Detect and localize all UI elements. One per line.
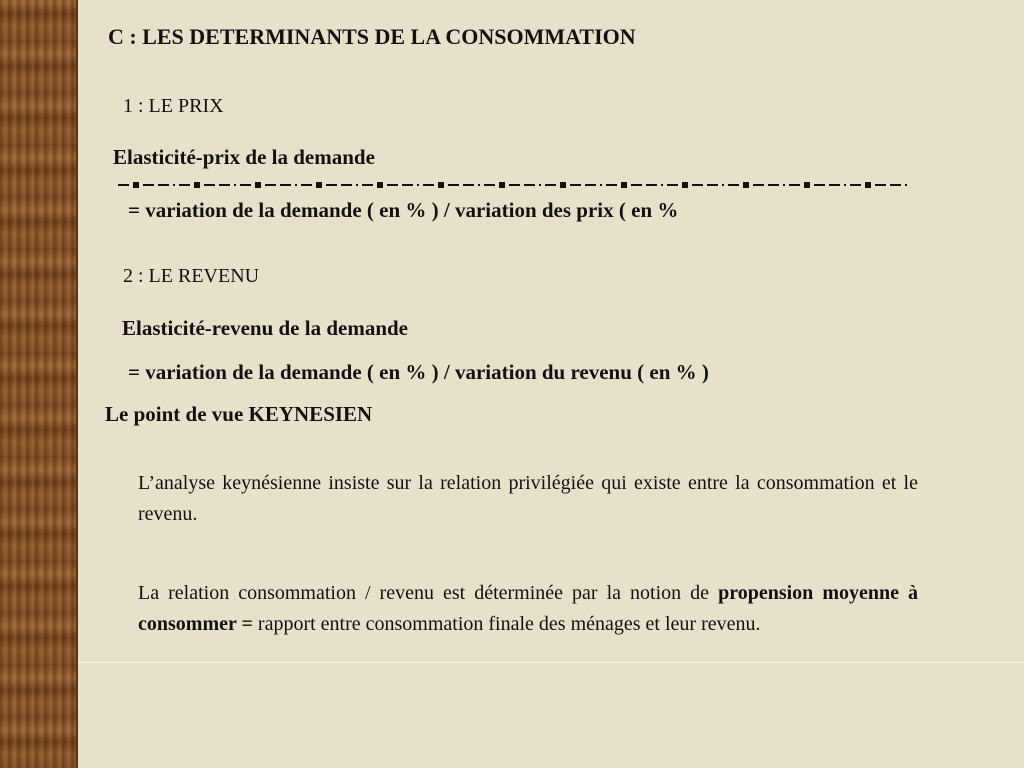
divider-segment: [850, 182, 911, 188]
paragraph-2-end: rapport entre consommation finale des ménages et leur revenu.: [252, 613, 761, 635]
dashed-divider: [118, 175, 994, 195]
paragraph-2-bold-term: propension moyenne à consommer =: [138, 582, 918, 635]
formula-elasticite-revenu: = variation de la demande ( en % ) / variation du revenu ( en % ): [128, 360, 709, 384]
divider-segment: [667, 182, 728, 188]
divider-segment: [606, 182, 667, 188]
section-heading-revenu: 2 : LE REVENU: [123, 265, 260, 287]
paragraph-2-start: La relation consommation / revenu est déterminée par la notion de: [138, 582, 719, 604]
formula-elasticite-prix: = variation de la demande ( en % ) / variation des prix ( en %: [128, 198, 679, 222]
divider-segment: [728, 182, 789, 188]
divider-segment: [545, 182, 606, 188]
decorative-wood-sidebar: [0, 0, 76, 768]
subheading-elasticite-prix: Elasticité-prix de la demande: [113, 145, 375, 169]
divider-segment: [423, 182, 484, 188]
horizontal-rule: [78, 662, 1024, 663]
divider-segment: [240, 182, 301, 188]
sidebar-edge: [76, 0, 78, 768]
divider-segment: [301, 182, 362, 188]
section-heading-prix: 1 : LE PRIX: [123, 95, 224, 117]
divider-segment: [179, 182, 240, 188]
divider-segment: [362, 182, 423, 188]
subheading-elasticite-revenu: Elasticité-revenu de la demande: [122, 316, 409, 340]
keynes-paragraph-2: [138, 578, 918, 640]
divider-segment: [118, 182, 179, 188]
keynes-heading: Le point de vue KEYNESIEN: [105, 402, 373, 426]
divider-segment: [789, 182, 850, 188]
divider-segment: [484, 182, 545, 188]
slide-title: C : LES DETERMINANTS DE LA CONSOMMATION: [108, 24, 636, 49]
keynes-paragraph-1: L’analyse keynésienne insiste sur la relation privilégiée qui existe entre la consommation et le revenu.: [138, 472, 918, 525]
